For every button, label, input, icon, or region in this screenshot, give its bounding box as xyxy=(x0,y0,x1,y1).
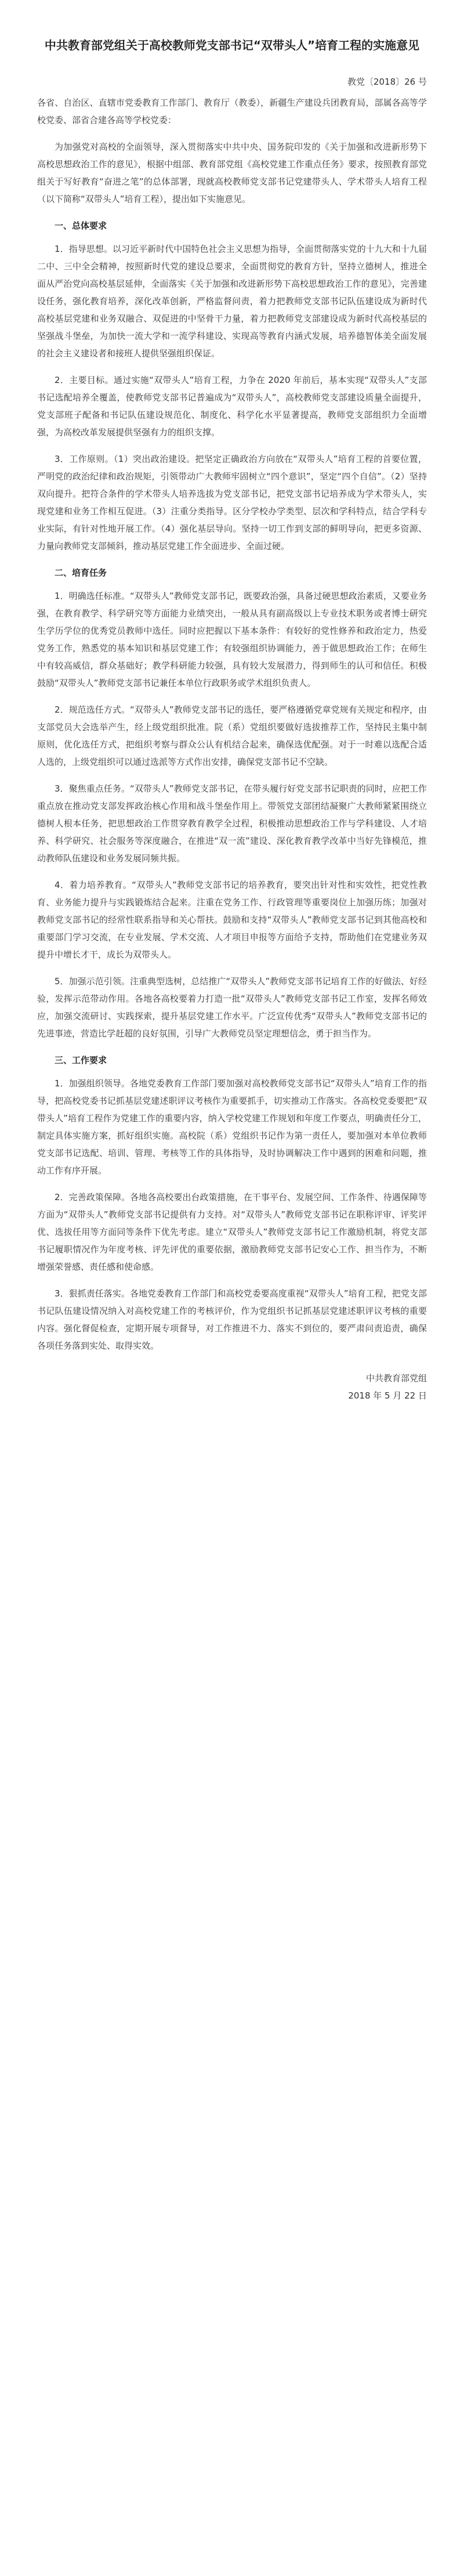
section-paragraph: 1．加强组织领导。各地党委教育工作部门要加强对高校教师党支部书记“双带头人”培育工作的指导，把高校党委书记抓基层党建述职评议考核作为重要抓手，切实推动工作落实。各高校党委要把“双带头人”培育工程作为党建工作的重要内容，纳入学校党建工作规划和年度工作要点，明确责任分工，制定具体实施方案，抓好组织实施。高校院（系）党组织书记作为第一责任人，要加强对本单位教师党支部书记选配、培训、管理、考核等工作的具体指导，及时协调解决工作中遇到的困难和问题，推动工作有序开展。 xyxy=(37,1078,427,1176)
section-paragraph: 4．着力培养教育。“双带头人”教师党支部书记的培养教育，要突出针对性和实效性，把党性教育、业务能力提升与实践锻炼结合起来。注重在党务工作、行政管理等重要岗位上加强历练；加强对教师党支部书记的经常性联系指导和关心帮扶。鼓励和支持“双带头人”教师党支部书记到其他高校和重要部门学习交流，在专业发展、学术交流、人才项目申报等方面给予支持，帮助他们在党建业务双提升中增长才干，成长为双带头人。 xyxy=(37,880,427,960)
section-paragraph: 3．工作原则。（1）突出政治建设。把坚定正确政治方向放在“双带头人”培育工程的首要位置，严明党的政治纪律和政治规矩，引领带动广大教师牢固树立“四个意识”，坚定“四个自信”。（2）坚持双向提升。把符合条件的学术带头人培养选拔为党支部书记，把党支部书记培养成为学术带头人，实现党建和业务工作相互促进。（3）注重分类指导。区分学校办学类型、层次和学科特点，结合学科专业实际，有针对性地开展工作。（4）强化基层导向。坚持一切工作到支部的鲜明导向，把更多资源、力量向教师党支部倾斜，推动基层党建工作全面进步、全面过硬。 xyxy=(37,454,427,551)
section-heading: 三、工作要求 xyxy=(55,1055,107,1065)
section-paragraph: 2．完善政策保障。各地各高校要出台政策措施，在干事平台、发展空间、工作条件、待遇保障等方面为“双带头人”教师党支部书记提供有力支持。对“双带头人”教师党支部书记在职称评审、评奖评优、选拔任用等方面同等条件下优先考虑。建立“双带头人”教师党支部书记工作激励机制，将党支部书记履职情况作为年度考核、评先评优的重要依据，激励教师党支部书记安心工作、担当作为，不断增强荣誉感、责任感和使命感。 xyxy=(37,1192,427,1272)
section-general-requirements xyxy=(37,217,427,555)
section-paragraph: 1．指导思想。以习近平新时代中国特色社会主义思想为指导，全面贯彻落实党的十九大和十九届二中、三中全会精神，按照新时代党的建设总要求，全面贯彻党的教育方针，坚持立德树人，推进全面从严治党向高校基层延伸，全面落实《关于加强和改进新形势下高校思想政治工作的意见》，完善建设任务，强化教育培养，深化改革创新，严格监督问责，着力把教师党支部书记队伍建设成为新时代高校基层党建和业务双融合、双促进的中坚骨干力量，着力把教师党支部建设成为新时代高校基层的坚强战斗堡垒，为加快一流大学和一流学科建设、实现高等教育内涵式发展，培养德智体美全面发展的社会主义建设者和接班人提供坚强组织保证。 xyxy=(37,244,427,359)
document-number: 教党〔2018〕26 号 xyxy=(347,77,427,87)
section-paragraph: 5．加强示范引领。注重典型选树，总结推广“双带头人”教师党支部书记培育工作的好做法、好经验，发挥示范带动作用。各地各高校要着力打造一批“双带头人”教师党支部书记工作室，发挥名师效应，加强交流研讨、实践探索，提升基层党建工作水平。广泛宣传优秀“双带头人”教师党支部书记的先进事迹，营造比学赶超的良好氛围，引导广大教师党员坚定理想信念，勇于担当作为。 xyxy=(37,976,427,1039)
section-work-requirements xyxy=(37,1052,427,1354)
section-heading: 二、培育任务 xyxy=(55,568,107,578)
section-paragraph: 2．主要目标。通过实施“双带头人”培育工程，力争在 2020 年前后，基本实现“双带头人”支部书记选配培养全覆盖，使教师党支部书记普遍成为“双带头人”，高校教师党支部建设质量全面提升，党支部班子配备和书记队伍建设规范化、制度化、科学化水平显著提高，教师党支部组织力全面增强，为高校改革发展提供坚强有力的组织支撑。 xyxy=(37,375,427,438)
intro-paragraph: 为加强党对高校的全面领导，深入贯彻落实中共中央、国务院印发的《关于加强和改进新形势下高校思想政治工作的意见》，根据中组部、教育部党组《高校党建工作重点任务》要求，按照教育部党组关于写好教育“奋进之笔”的总体部署，现就高校教师党支部书记党建带头人、学术带头人培育工程（以下简称“双带头人”培育工程），提出如下实施意见。 xyxy=(37,142,427,204)
addressee-paragraph: 各省、自治区、直辖市党委教育工作部门、教育厅（教委），新疆生产建设兵团教育局，部属各高等学校党委、部省合建各高等学校党委： xyxy=(37,97,427,125)
section-paragraph: 2．规范选任方式。“双带头人”教师党支部书记的选任，要严格遵循党章党规有关规定和程序，由支部党员大会选举产生，经上级党组织批准。院（系）党组织要做好选拔推荐工作，坚持民主集中制原则，优化选任方式，把组织考察与群众公认有机结合起来，确保选优配强。对于一时难以选配合适人选的，上级党组织可以通过选派等方式作出安排，确保党支部书记不空缺。 xyxy=(37,704,427,767)
signature-date: 2018 年 5 月 22 日 xyxy=(348,1390,427,1401)
document-title: 中共教育部党组关于高校教师党支部书记“双带头人”培育工程的实施意见 xyxy=(44,38,420,52)
signature-organization: 中共教育部党组 xyxy=(365,1373,427,1383)
signature-block xyxy=(37,1370,427,1404)
section-cultivation-tasks xyxy=(37,564,427,1042)
section-paragraph: 3．聚焦重点任务。“双带头人”教师党支部书记，在带头履行好党支部书记职责的同时，应把工作重点放在推动党支部发挥政治核心作用和战斗堡垒作用上。带领党支部团结凝聚广大教师紧紧围绕立德树人根本任务，把思想政治工作贯穿教育教学全过程，积极推动思想政治工作与学科建设、人才培养、科学研究、社会服务等深度融合，在推进“双一流”建设、深化教育教学改革中当好先锋模范，推动教师队伍建设和业务发展同频共振。 xyxy=(37,783,427,864)
section-heading: 一、总体要求 xyxy=(55,221,107,231)
section-paragraph: 3．狠抓责任落实。各地党委教育工作部门和高校党委要高度重视“双带头人”培育工程，把党支部书记队伍建设情况纳入对高校党建工作的考核评价，作为党组织书记抓基层党建述职评议考核的重要内容。强化督促检查，定期开展专项督导，对工作推进不力、落实不到位的，要严肃问责追责，确保各项任务落到实处、取得实效。 xyxy=(37,1288,427,1351)
section-paragraph: 1．明确选任标准。“双带头人”教师党支部书记，既要政治强，具备过硬思想政治素质，又要业务强，在教育教学、科学研究等方面能力业绩突出，一般从具有副高级以上专业技术职务或者博士研究生学历学位的优秀党员教师中选任。同时应把握以下基本条件：有较好的党性修养和政治定力，热爱党务工作，熟悉党的基本知识和基层党建工作；有较强组织协调能力，善于做思想政治工作；在师生中有较高威信，群众基础好；教学科研能力较强，具有较大发展潜力，得到师生的认可和信任。积极鼓励“双带头人”教师党支部书记兼任本单位行政职务或学术组织负责人。 xyxy=(37,591,427,688)
